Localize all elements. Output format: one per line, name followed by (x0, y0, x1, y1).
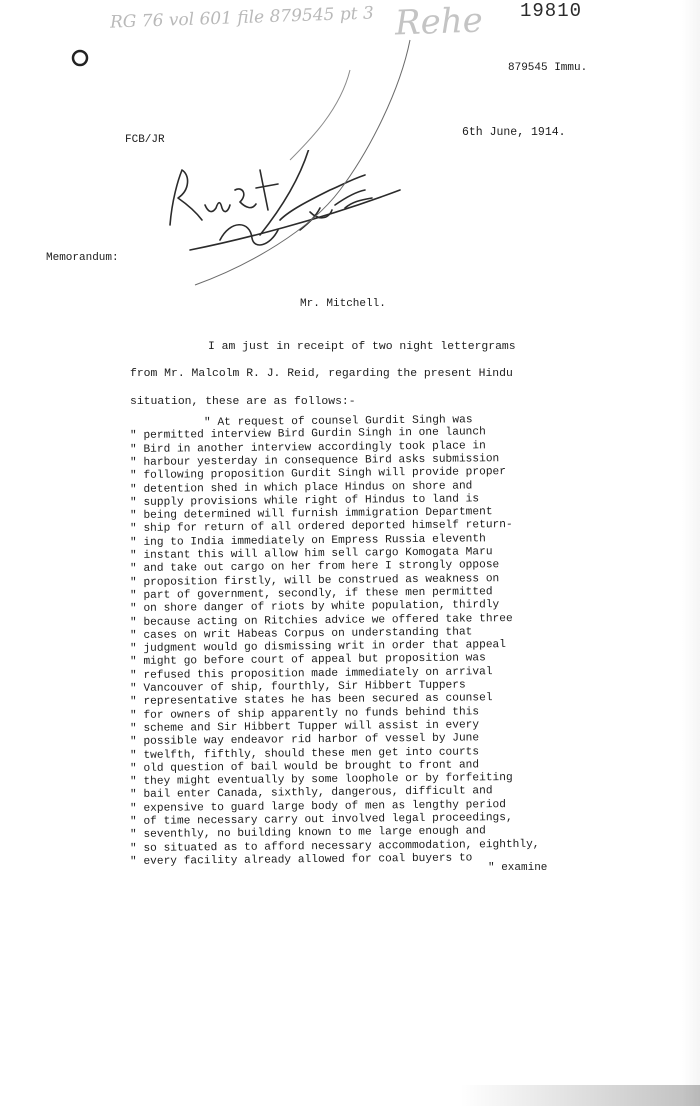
quote-line: " expensive to guard large body of men as lengthy period (129, 798, 507, 815)
quote-line: " might go before court of appeal but proposition was (129, 652, 486, 669)
quote-line: " instant this will allow him sell cargo Komogata Maru (129, 546, 493, 562)
quote-line: " judgment would go dismissing writ in order that appeal (129, 639, 507, 656)
initials-reference: FCB/JR (125, 134, 165, 146)
pencil-word: Rehe (394, 0, 484, 44)
quote-line: " they might eventually by some loophole or by forfeiting (129, 772, 513, 789)
quote-line: " old question of bail would be brought to front and (129, 759, 480, 775)
quote-line: " permitted interview Bird Gurdin Singh in one launch (129, 426, 486, 443)
pencil-flourish-icon (190, 30, 420, 290)
pencil-archive-note: RG 76 vol 601 file 879545 pt 3 (109, 3, 375, 33)
catchword: " examine (488, 862, 548, 874)
memorandum-label: Memorandum: (46, 252, 119, 264)
intro-line: I am just in receipt of two night lettergrams (208, 341, 516, 353)
quote-line: " for owners of ship apparently no funds behind this (129, 705, 480, 722)
quote-line: " every facility already allowed for coal buyers to (129, 852, 473, 868)
memo-recipient: Mr. Mitchell. (300, 298, 386, 310)
page-bottom-shadow (460, 1085, 700, 1106)
quote-line: " At request of counsel Gurdit Singh was (203, 414, 473, 429)
quote-line: " because acting on Ritchies advice we offered take three (129, 612, 513, 629)
file-reference: 879545 Immu. (508, 62, 588, 74)
memo-date: 6th June, 1914. (462, 126, 566, 139)
quote-line: " proposition firstly, will be construed as weakness on (129, 572, 500, 589)
quote-line: " ship for return of all ordered deported himself return- (129, 519, 513, 536)
quote-line: " being determined will furnish immigration Department (129, 506, 493, 523)
quote-line: " Vancouver of ship, fourthly, Sir Hibbert Tuppers (129, 679, 466, 695)
quote-line: " seventhly, no building known to me large enough and (129, 825, 486, 842)
punch-hole-icon (68, 46, 92, 70)
quote-line: " supply provisions while right of Hindus to land is (129, 493, 480, 509)
document-number: 19810 (520, 0, 583, 22)
quote-line: " ing to India immediately on Empress Russia eleventh (129, 532, 486, 549)
quote-line: " representative states he has been secured as counsel (129, 692, 493, 709)
intro-line: from Mr. Malcolm R. J. Reid, regarding the present Hindu (130, 368, 513, 380)
quote-line: " on shore danger of riots by white population, thirdly (129, 599, 500, 616)
quote-line: " scheme and Sir Hibbert Tupper will assist in every (129, 719, 480, 735)
quote-line: " bail enter Canada, sixthly, dangerous, difficult and (129, 785, 493, 802)
quote-line: " so situated as to afford necessary accommodation, eighthly, (129, 838, 540, 855)
quote-line: " of time necessary carry out involved legal proceedings, (129, 811, 513, 828)
quote-line: " possible way endeavor rid harbor of vessel by June (129, 732, 480, 749)
intro-line: situation, these are as follows:- (130, 396, 356, 408)
page-edge-shadow (682, 0, 700, 1106)
quote-line: " twelfth, fifthly, should these men get into courts (129, 745, 480, 762)
quote-line: " harbour yesterday in consequence Bird asks submission (129, 453, 500, 469)
quote-line: " refused this proposition made immediately on arrival (129, 665, 493, 682)
quote-line: " detention shed in which place Hindus on shore and (129, 479, 473, 496)
quote-line: " following proposition Gurdit Singh will provide proper (129, 466, 507, 483)
quote-line: " and take out cargo on her from here I strongly oppose (129, 559, 500, 576)
quote-line: " part of government, secondly, if these men permitted (129, 586, 493, 602)
quote-line: " cases on writ Habeas Corpus on understanding that (129, 626, 473, 642)
quote-line: " Bird in another interview accordingly took place in (129, 439, 486, 456)
